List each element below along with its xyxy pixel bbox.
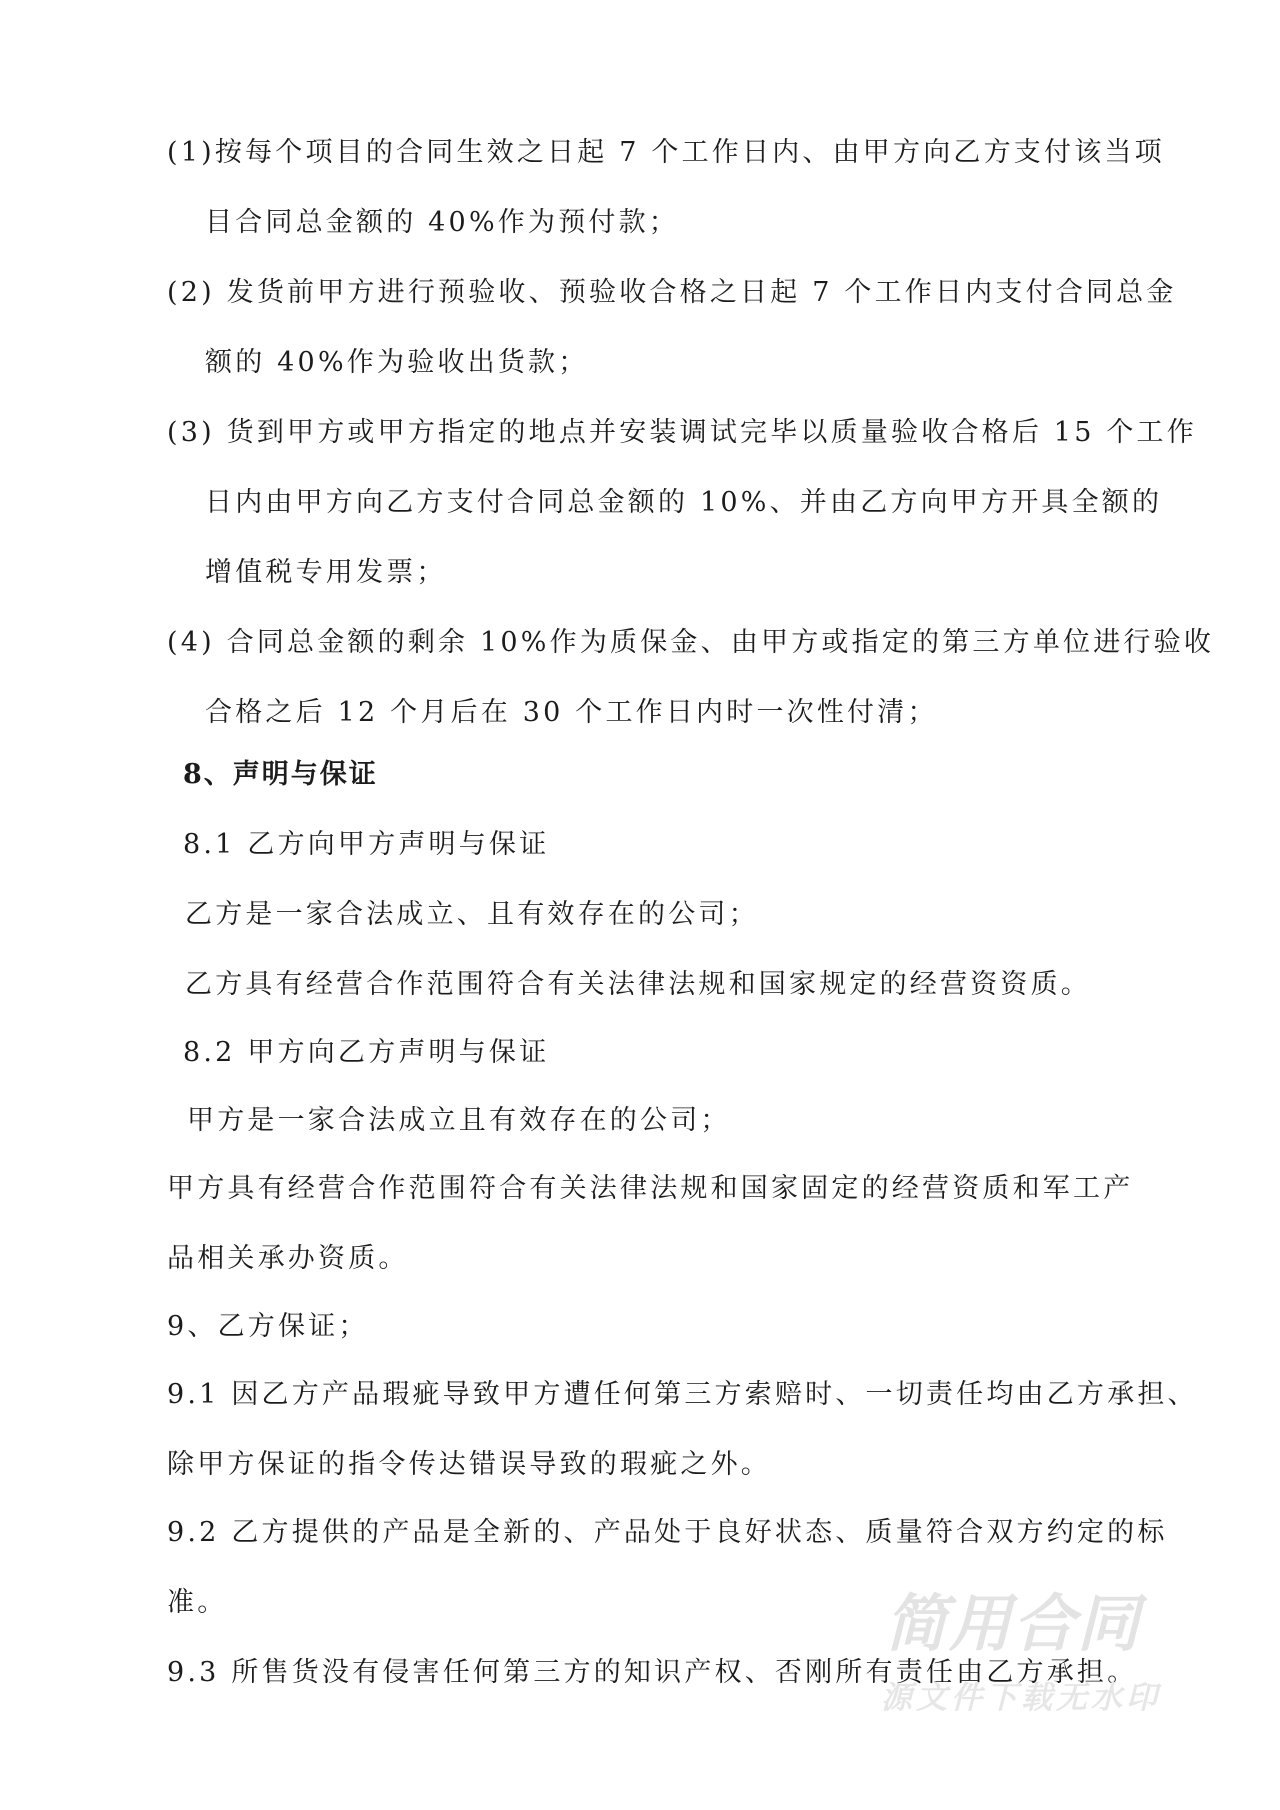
- section-8-2-item-2-line-2: 品相关承办资质。: [167, 1243, 409, 1274]
- payment-term-1-line-2: 目合同总金额的 40%作为预付款；: [205, 207, 679, 238]
- watermark-title: 简用合同: [885, 1587, 1142, 1660]
- section-9-2-line-2: 准。: [167, 1587, 228, 1618]
- section-9-3-line-1: 9.3 所售货没有侵害任何第三方的知识产权、否刚所有责任由乙方承担。: [167, 1657, 1138, 1688]
- section-9-1-line-2: 除甲方保证的指令传达错误导致的瑕疵之外。: [167, 1449, 771, 1480]
- payment-term-3-line-2: 日内由甲方向乙方支付合同总金额的 10%、并由乙方向甲方开具全额的: [205, 487, 1163, 518]
- section-8-2-item-1: 甲方是一家合法成立且有效存在的公司；: [187, 1105, 731, 1136]
- section-9-1-line-1: 9.1 因乙方产品瑕疵导致甲方遭任何第三方索赔时、一切责任均由乙方承担、: [167, 1379, 1198, 1410]
- section-9-2-line-1: 9.2 乙方提供的产品是全新的、产品处于良好状态、质量符合双方约定的标: [167, 1517, 1168, 1548]
- payment-term-2-line-2: 额的 40%作为验收出货款；: [205, 347, 589, 378]
- watermark: [881, 1587, 1205, 1716]
- payment-term-3-line-1: (3) 货到甲方或甲方指定的地点并安装调试完毕以质量验收合格后 15 个工作: [167, 417, 1197, 448]
- section-9-heading: 9、乙方保证；: [167, 1311, 369, 1342]
- payment-term-4-line-1: (4) 合同总金额的剩余 10%作为质保金、由甲方或指定的第三方单位进行验收: [167, 627, 1215, 658]
- section-8-1-title: 8.1 乙方向甲方声明与保证: [183, 829, 550, 860]
- watermark-subtitle: 源文件下载无水印: [881, 1680, 1161, 1716]
- section-8-2-title: 8.2 甲方向乙方声明与保证: [183, 1037, 550, 1068]
- section-8-1-item-2: 乙方具有经营合作范围符合有关法律法规和国家规定的经营资资质。: [185, 969, 1091, 1000]
- payment-term-3-line-3: 增值税专用发票；: [205, 557, 447, 588]
- section-8-heading: 8、声明与保证: [183, 759, 378, 790]
- payment-term-4-line-2: 合格之后 12 个月后在 30 个工作日内时一次性付清；: [205, 697, 938, 728]
- section-8-1-item-1: 乙方是一家合法成立、且有效存在的公司；: [185, 899, 759, 930]
- section-8-2-item-2-line-1: 甲方具有经营合作范围符合有关法律法规和国家固定的经营资质和军工产: [167, 1173, 1134, 1204]
- payment-term-1-line-1: (1)按每个项目的合同生效之日起 7 个工作日内、由甲方向乙方支付该当项: [167, 137, 1165, 168]
- payment-term-2-line-1: (2) 发货前甲方进行预验收、预验收合格之日起 7 个工作日内支付合同总金: [167, 277, 1177, 308]
